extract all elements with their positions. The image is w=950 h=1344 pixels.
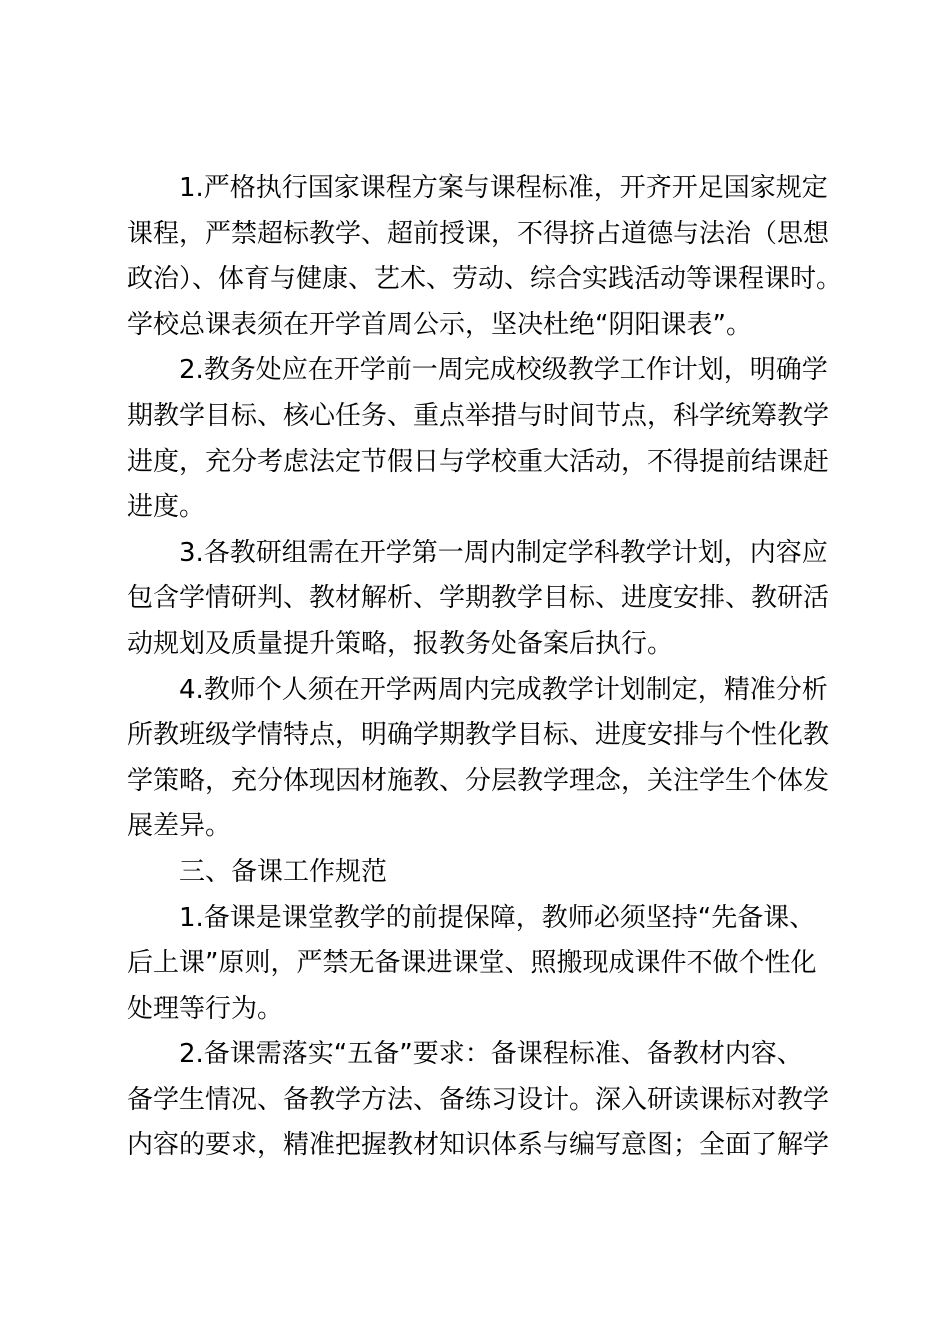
- text-line: 进度。: [127, 492, 206, 523]
- text-line: 所教班级学情特点，明确学期教学目标、进度安排与个性化教: [127, 720, 830, 751]
- text-line: 2.备课需落实“五备”要求：备课程标准、备教材内容、: [179, 1039, 803, 1070]
- text-line: 课程，严禁超标教学、超前授课，不得挤占道德与法治（思想: [127, 218, 830, 249]
- text-line: 学校总课表须在开学首周公示，坚决杜绝“阴阳课表”。: [127, 309, 752, 340]
- text-line: 期教学目标、核心任务、重点举措与时间节点，科学统筹教学: [127, 400, 830, 431]
- text-line: 处理等行为。: [127, 993, 284, 1024]
- text-line: 三、备课工作规范: [179, 856, 388, 887]
- text-line: 后上课”原则，严禁无备课进课堂、照搬现成课件不做个性化: [127, 948, 817, 979]
- text-line: 2.教务处应在开学前一周完成校级教学工作计划，明确学: [179, 355, 828, 386]
- text-line: 动规划及质量提升策略，报教务处备案后执行。: [127, 628, 674, 659]
- text-line: 展差异。: [127, 811, 232, 842]
- document-body: [127, 166, 843, 1169]
- text-line: 进度，充分考虑法定节假日与学校重大活动，不得提前结课赶: [127, 446, 830, 477]
- text-line: 学策略，充分体现因材施教、分层教学理念，关注学生个体发: [127, 765, 830, 796]
- text-line: 4.教师个人须在开学两周内完成教学计划制定，精准分析: [179, 674, 828, 705]
- text-line: 内容的要求，精准把握教材知识体系与编写意图；全面了解学: [127, 1130, 830, 1161]
- text-line: 3.各教研组需在开学第一周内制定学科教学计划，内容应: [179, 537, 828, 568]
- text-line: 备学生情况、备教学方法、备练习设计。深入研读课标对教学: [127, 1084, 830, 1115]
- text-line: 1.备课是课堂教学的前提保障，教师必须坚持“先备课、: [179, 902, 816, 933]
- text-line: 政治）、体育与健康、艺术、劳动、综合实践活动等课程课时。: [127, 264, 843, 295]
- text-line: 包含学情研判、教材解析、学期教学目标、进度安排、教研活: [127, 583, 830, 614]
- text-line: 1.严格执行国家课程方案与课程标准，开齐开足国家规定: [179, 173, 828, 203]
